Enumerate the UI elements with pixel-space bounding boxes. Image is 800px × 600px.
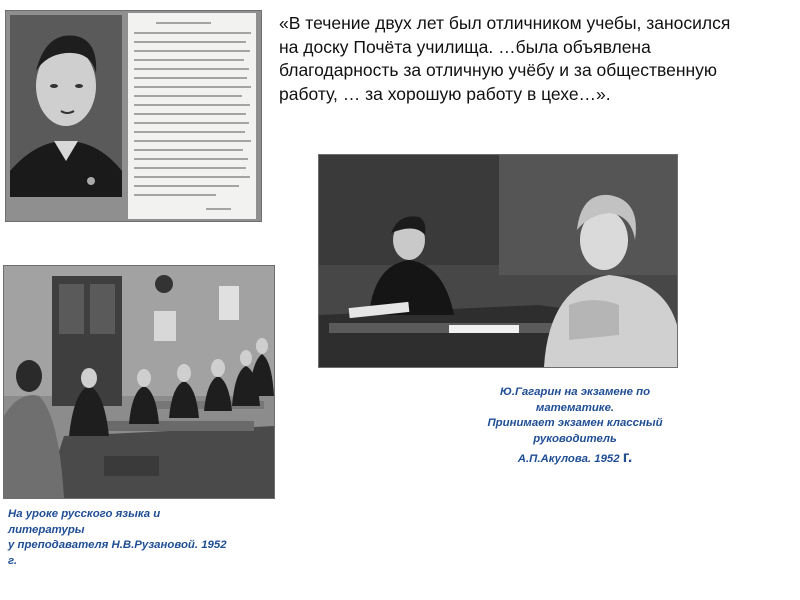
classroom-photo-drawing bbox=[4, 266, 274, 498]
exam-caption-line: Принимает экзамен классный bbox=[487, 417, 663, 430]
exam-photo-drawing bbox=[319, 155, 677, 367]
exam-caption-year-suffix: г. bbox=[622, 449, 633, 467]
exam-caption-teacher-year: А.П.Акулова. 1952 bbox=[517, 453, 623, 466]
exam-photo bbox=[318, 154, 678, 368]
quote-text: «В течение двух лет был отличником учебы, заносился на доску Почёта училища. …была объявлена благодарность за отличную учёбу и за общественную работу, … за хорошую работу в цехе…». bbox=[279, 13, 731, 104]
portrait-photo-drawing bbox=[6, 11, 261, 221]
exam-caption-line: математике. bbox=[535, 401, 615, 414]
exam-caption-line: руководитель bbox=[533, 432, 617, 445]
exam-caption-line-year bbox=[455, 450, 695, 468]
exam-photo-caption bbox=[455, 385, 695, 468]
classroom-photo bbox=[3, 265, 275, 499]
exam-caption-line: Ю.Гагарин на экзамене по bbox=[499, 386, 651, 398]
portrait-with-handwritten-letter-photo bbox=[5, 10, 262, 222]
classroom-photo-caption: На уроке русского языка и литературы у преподавателя Н.В.Рузановой. 1952 г. bbox=[8, 508, 227, 567]
